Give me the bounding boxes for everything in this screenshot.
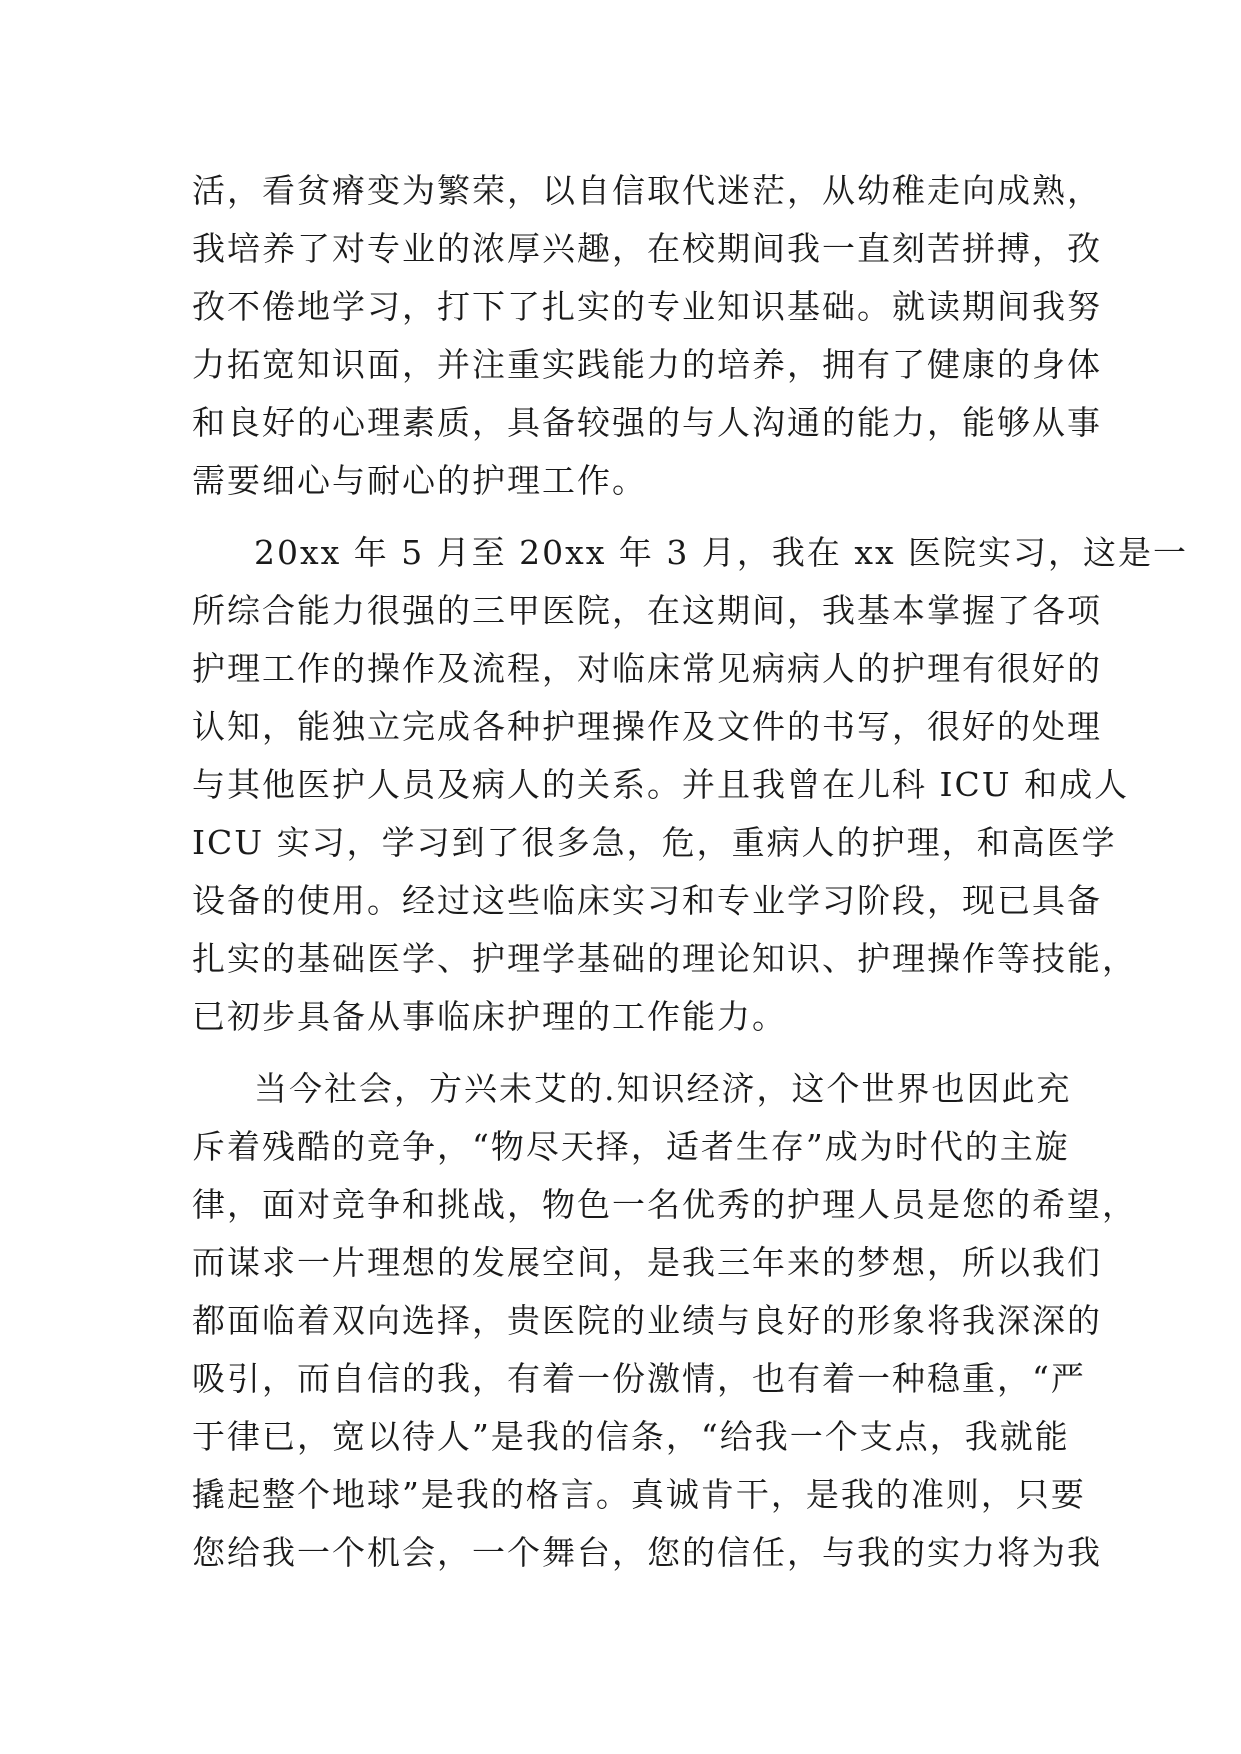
text-line: 我培养了对专业的浓厚兴趣，在校期间我一直刻苦拼搏，孜 — [192, 229, 1102, 268]
text-line: 您给我一个机会，一个舞台，您的信任，与我的实力将为我 — [192, 1533, 1102, 1572]
text-line: 扎实的基础医学、护理学基础的理论知识、护理操作等技能， — [192, 939, 1137, 978]
text-line: 律，面对竞争和挑战，物色一名优秀的护理人员是您的希望， — [192, 1185, 1137, 1224]
text-line: 当今社会，方兴未艾的.知识经济，这个世界也因此充 — [254, 1069, 1072, 1108]
text-line: 与其他医护人员及病人的关系。并且我曾在儿科 ICU 和成人 — [192, 765, 1130, 804]
body-text — [192, 162, 1189, 1582]
text-line: 斥着残酷的竞争，“物尽天择，适者生存”成为时代的主旋 — [192, 1127, 1070, 1166]
text-line: ICU 实习，学习到了很多急，危，重病人的护理，和高医学 — [192, 823, 1117, 862]
text-line: 力拓宽知识面，并注重实践能力的培养，拥有了健康的身体 — [192, 345, 1102, 384]
text-line: 撬起整个地球”是我的格言。真诚肯干，是我的准则，只要 — [192, 1475, 1086, 1514]
text-line: 活，看贫瘠变为繁荣，以自信取代迷茫，从幼稚走向成熟， — [192, 171, 1102, 210]
text-line: 所综合能力很强的三甲医院，在这期间，我基本掌握了各项 — [192, 591, 1102, 630]
text-line: 于律已，宽以待人”是我的信条，“给我一个支点，我就能 — [192, 1417, 1070, 1456]
text-line: 已初步具备从事临床护理的工作能力。 — [192, 997, 787, 1036]
text-line: 护理工作的操作及流程，对临床常见病病人的护理有很好的 — [192, 649, 1102, 688]
text-line: 孜不倦地学习，打下了扎实的专业知识基础。就读期间我努 — [192, 287, 1102, 326]
text-line: 吸引，而自信的我，有着一份激情，也有着一种稳重，“严 — [192, 1359, 1086, 1398]
text-line: 20xx 年 5 月至 20xx 年 3 月，我在 xx 医院实习，这是一 — [254, 533, 1189, 572]
text-line: 认知，能独立完成各种护理操作及文件的书写，很好的处理 — [192, 707, 1102, 746]
text-line: 需要细心与耐心的护理工作。 — [192, 461, 647, 500]
text-line: 设备的使用。经过这些临床实习和专业学习阶段，现已具备 — [192, 881, 1102, 920]
text-line: 都面临着双向选择，贵医院的业绩与良好的形象将我深深的 — [192, 1301, 1102, 1340]
text-line: 和良好的心理素质，具备较强的与人沟通的能力，能够从事 — [192, 403, 1102, 442]
text-line: 而谋求一片理想的发展空间，是我三年来的梦想，所以我们 — [192, 1243, 1102, 1282]
